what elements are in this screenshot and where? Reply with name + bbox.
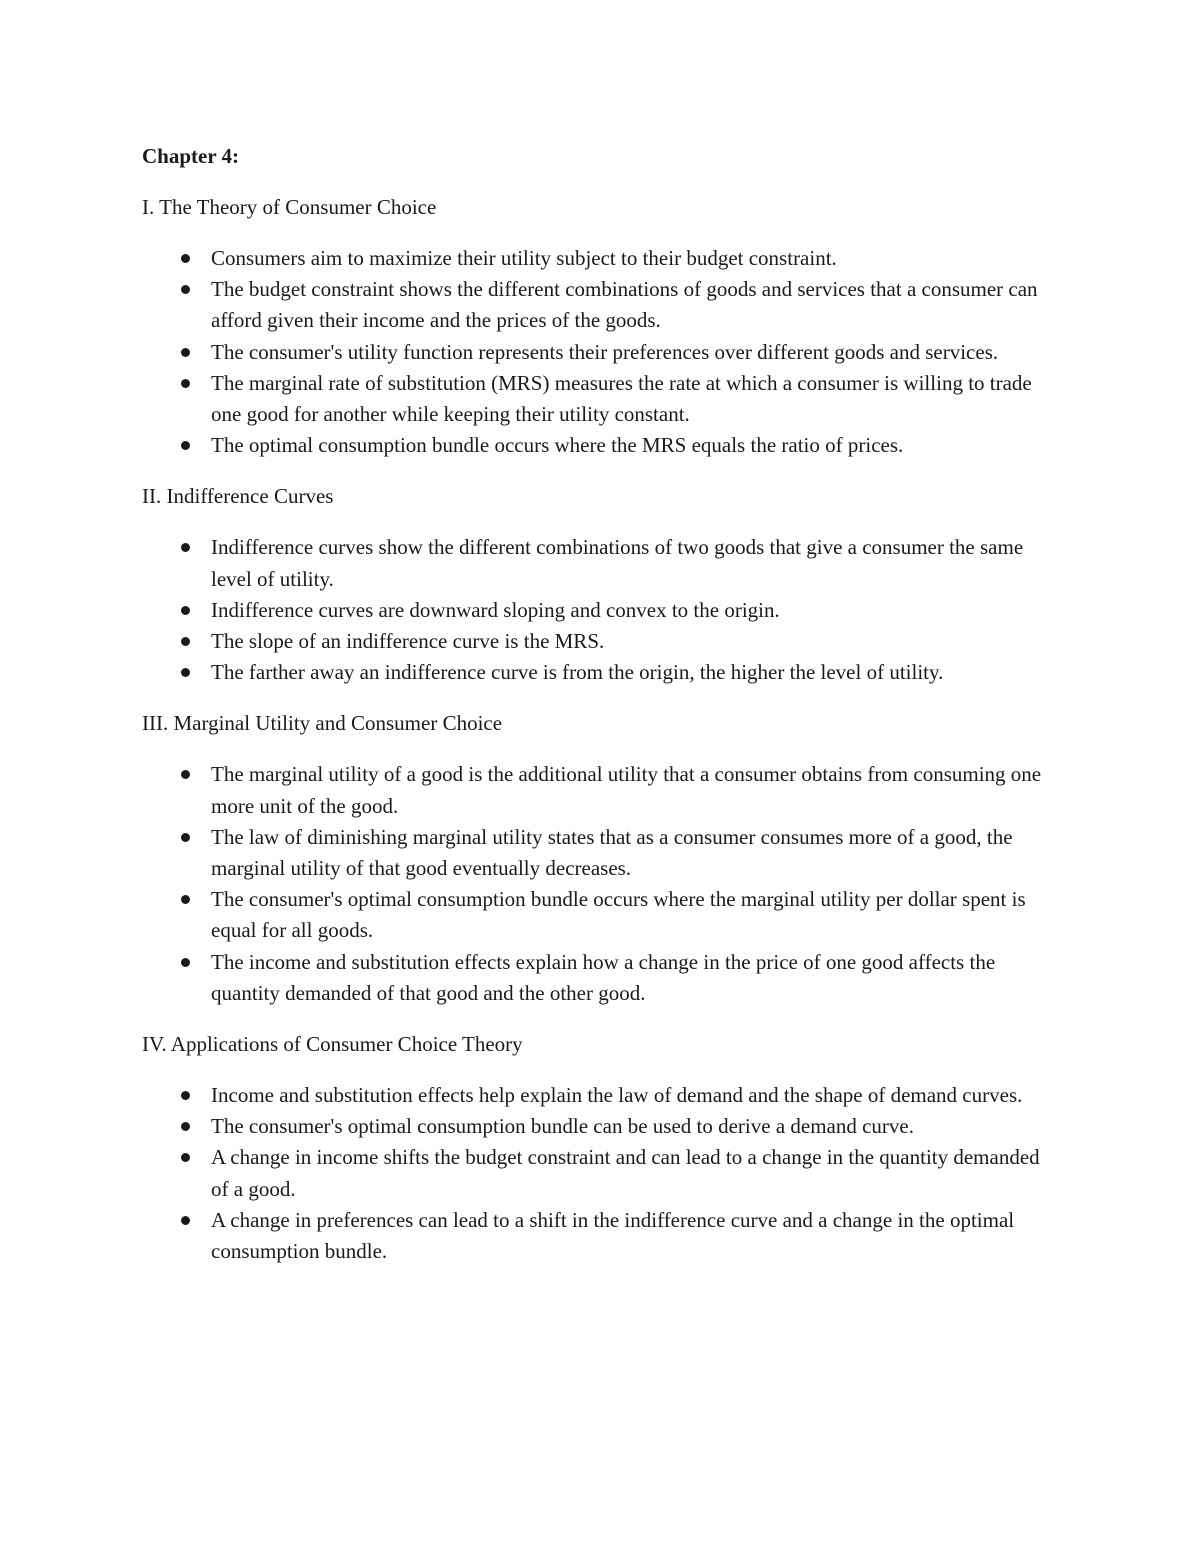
spacer <box>142 172 1062 192</box>
section-heading-3: III. Marginal Utility and Consumer Choice <box>142 711 503 736</box>
bullet-list-4 <box>142 1080 1062 1267</box>
list-item-text: The marginal utility of a good is the additional utility that a consumer obtains from consuming one more unit of the good. <box>211 762 1042 818</box>
list-item <box>142 243 1062 274</box>
list-item <box>142 1142 1062 1204</box>
list-item <box>142 274 1062 336</box>
bullet-icon <box>181 637 190 646</box>
spacer <box>142 461 1062 481</box>
bullet-icon <box>181 441 190 450</box>
bullet-icon <box>181 1153 190 1162</box>
list-item-text: The slope of an indifference curve is the MRS. <box>211 629 605 654</box>
list-item-text: Consumers aim to maximize their utility subject to their budget constraint. <box>211 246 837 270</box>
bullet-icon <box>181 770 190 779</box>
spacer <box>142 1060 1062 1080</box>
list-item-text: Indifference curves are downward sloping and convex to the origin. <box>211 597 780 622</box>
spacer <box>142 739 1062 759</box>
bullet-icon <box>181 348 190 357</box>
list-item-text: The farther away an indifference curve is from the origin, the higher the level of utility. <box>211 660 944 685</box>
list-item <box>142 759 1062 821</box>
bullet-icon <box>181 958 190 967</box>
list-item <box>142 1111 1062 1142</box>
section-heading-2: II. Indifference Curves <box>142 484 334 509</box>
list-item <box>142 1205 1062 1267</box>
list-item <box>142 368 1062 430</box>
list-item-text: A change in income shifts the budget constraint and can lead to a change in the quantity demanded of a good. <box>211 1145 1040 1201</box>
list-item <box>142 947 1062 1009</box>
section-heading-4: IV. Applications of Consumer Choice Theory <box>142 1032 523 1057</box>
list-item-text: The law of diminishing marginal utility states that as a consumer consumes more of a good, the marginal utility of that good eventually decreases. <box>211 824 1013 881</box>
spacer <box>142 1009 1062 1029</box>
document-content <box>142 141 1062 1267</box>
bullet-icon <box>181 543 190 552</box>
section-heading-1: I. The Theory of Consumer Choice <box>142 195 437 219</box>
list-item-text: Income and substitution effects help explain the law of demand and the shape of demand curves. <box>211 1083 1023 1108</box>
bullet-icon <box>181 668 190 677</box>
bullet-list-1 <box>142 243 1062 461</box>
list-item <box>142 822 1062 884</box>
bullet-icon <box>181 606 190 615</box>
bullet-list-3 <box>142 759 1062 1009</box>
bullet-icon <box>181 833 190 842</box>
spacer <box>142 512 1062 532</box>
chapter-title: Chapter 4: <box>142 144 240 168</box>
list-item <box>142 337 1062 368</box>
bullet-icon <box>181 285 190 294</box>
list-item <box>142 626 1062 657</box>
list-item-text: The marginal rate of substitution (MRS) measures the rate at which a consumer is willing to trade one good for another while keeping their utility constant. <box>211 370 1032 427</box>
spacer <box>142 688 1062 708</box>
list-item <box>142 595 1062 626</box>
list-item-text: The consumer's optimal consumption bundle occurs where the marginal utility per dollar spent is equal for all goods. <box>211 887 1026 943</box>
list-item-text: The income and substitution effects explain how a change in the price of one good affects the quantity demanded of that good and the other good. <box>211 949 996 1005</box>
list-item <box>142 1080 1062 1111</box>
list-item-text: The optimal consumption bundle occurs where the MRS equals the ratio of prices. <box>211 433 904 458</box>
list-item-text: The consumer's utility function represents their preferences over different goods and services. <box>211 339 999 364</box>
bullet-icon <box>181 895 190 904</box>
bullet-list-2 <box>142 532 1062 688</box>
list-item-text: The consumer's optimal consumption bundle can be used to derive a demand curve. <box>211 1114 914 1139</box>
list-item <box>142 884 1062 946</box>
bullet-icon <box>181 1216 190 1225</box>
spacer <box>142 223 1062 243</box>
bullet-icon <box>181 379 190 388</box>
bullet-icon <box>181 254 190 263</box>
list-item <box>142 430 1062 461</box>
list-item <box>142 657 1062 688</box>
list-item-text: The budget constraint shows the different combinations of goods and services that a consumer can afford given their income and the prices of the goods. <box>211 277 1038 333</box>
list-item <box>142 532 1062 594</box>
bullet-icon <box>181 1091 190 1100</box>
list-item-text: Indifference curves show the different combinations of two goods that give a consumer the same level of utility. <box>211 535 1024 591</box>
bullet-icon <box>181 1122 190 1131</box>
list-item-text: A change in preferences can lead to a shift in the indifference curve and a change in the optimal consumption bundle. <box>211 1207 1015 1264</box>
